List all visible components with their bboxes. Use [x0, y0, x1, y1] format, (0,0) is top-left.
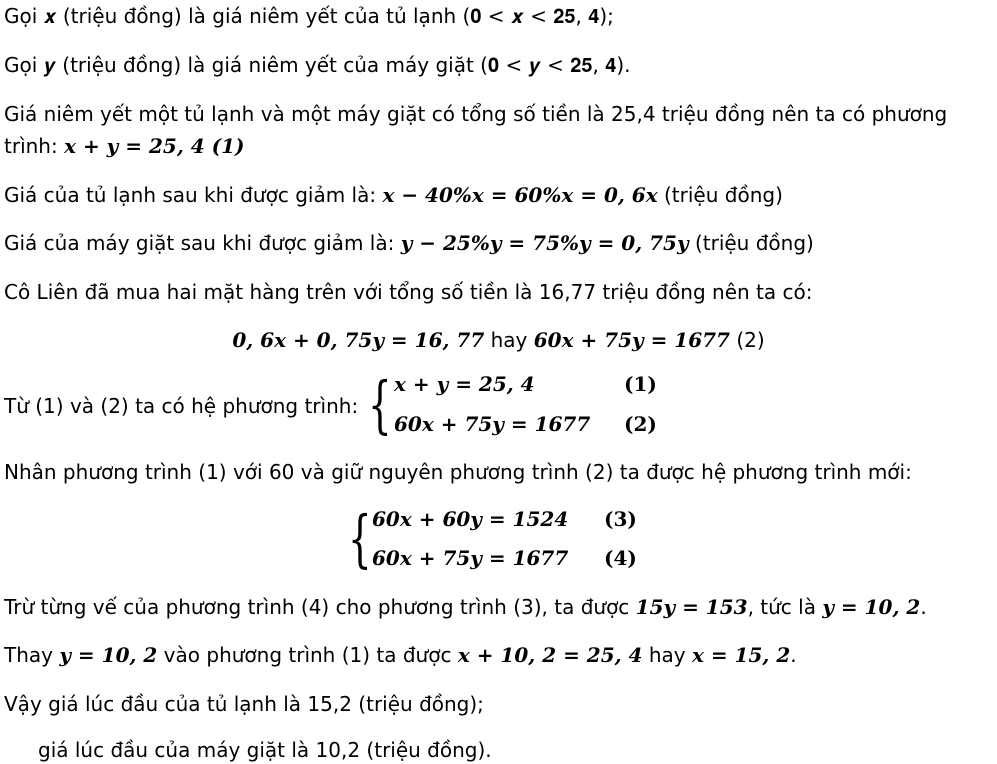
result-15y: 15y = 153	[635, 595, 748, 619]
line-7: Cô Liên đã mua hai mặt hàng trên với tổng số tiền là 16,77 triệu đồng nên ta có:	[4, 280, 813, 304]
system-2-tag-2: (4)	[604, 546, 637, 570]
equation-2b: 60x + 75y = 1677	[533, 328, 730, 352]
line-5	[4, 181, 783, 209]
result-y: y = 10, 2	[822, 595, 921, 619]
line-12	[4, 641, 797, 669]
line-11-text: Trừ từng vế của phương trình (4) cho phương trình (3), ta được	[4, 595, 636, 619]
washer-discount-formula: y − 25%y = 75%y = 0, 75y	[400, 231, 689, 255]
line-12-end: .	[790, 643, 797, 667]
equation-2a: 0, 6x + 0, 75y = 16, 77	[232, 328, 485, 352]
line-12-mid: vào phương trình (1) ta được	[157, 643, 458, 667]
system-2-eq-2: 60x + 75y = 1677	[372, 546, 569, 570]
line-12-hay: hay	[642, 643, 692, 667]
left-brace-icon: {	[348, 502, 372, 575]
line-6-unit: (triệu đồng)	[688, 231, 814, 255]
substituted-equation: x + 10, 2 = 25, 4	[457, 643, 643, 667]
result-x: x = 15, 2	[691, 643, 791, 667]
substitute-y: y = 10, 2	[59, 643, 158, 667]
line-5-unit: (triệu đồng)	[657, 183, 783, 207]
line-12-thay: Thay	[4, 643, 60, 667]
line-3: Giá niêm yết một tủ lạnh và một máy giặt có tổng số tiền là 25,4 triệu đồng nên ta có phương	[4, 102, 948, 126]
line-11	[4, 593, 927, 621]
line-1: Gọi 𝒙 (triệu đồng) là giá niêm yết của tủ lạnh (𝟎 < 𝒙 < 𝟐𝟓, 𝟒);	[4, 4, 614, 28]
line-8-hay: hay	[484, 328, 534, 352]
line-13: Vậy giá lúc đầu của tủ lạnh là 15,2 (triệu đồng);	[4, 692, 484, 716]
line-10: Nhân phương trình (1) với 60 và giữ nguyên phương trình (2) ta được hệ phương trình mới:	[4, 460, 912, 484]
line-8	[0, 326, 997, 354]
line-14: giá lúc đầu của máy giặt là 10,2 (triệu đồng).	[38, 738, 492, 762]
system-1-tag-2: (2)	[624, 412, 657, 436]
line-5-text: Giá của tủ lạnh sau khi được giảm là:	[4, 183, 383, 207]
system-1-eq-1: x + y = 25, 4	[394, 372, 535, 396]
system-1-eq-2: 60x + 75y = 1677	[394, 412, 591, 436]
line-9: Từ (1) và (2) ta có hệ phương trình:	[4, 394, 359, 418]
equation-1: x + y = 25, 4 (1)	[64, 134, 245, 158]
fridge-discount-formula: x − 40%x = 60%x = 0, 6x	[382, 183, 658, 207]
line-4	[4, 132, 244, 160]
line-11-end: .	[920, 595, 927, 619]
system-2-eq-1: 60x + 60y = 1524	[372, 507, 569, 531]
line-8-tag: (2)	[729, 328, 765, 352]
line-11-mid: , tức là	[747, 595, 823, 619]
line-4-text: trình:	[4, 134, 65, 158]
line-6	[4, 229, 814, 257]
line-6-text: Giá của máy giặt sau khi được giảm là:	[4, 231, 401, 255]
system-2-tag-1: (3)	[604, 507, 637, 531]
line-2: Gọi 𝒚 (triệu đồng) là giá niêm yết của máy giặt (𝟎 < 𝒚 < 𝟐𝟓, 𝟒).	[4, 53, 631, 77]
left-brace-icon: {	[368, 368, 392, 441]
system-1-tag-1: (1)	[624, 372, 657, 396]
